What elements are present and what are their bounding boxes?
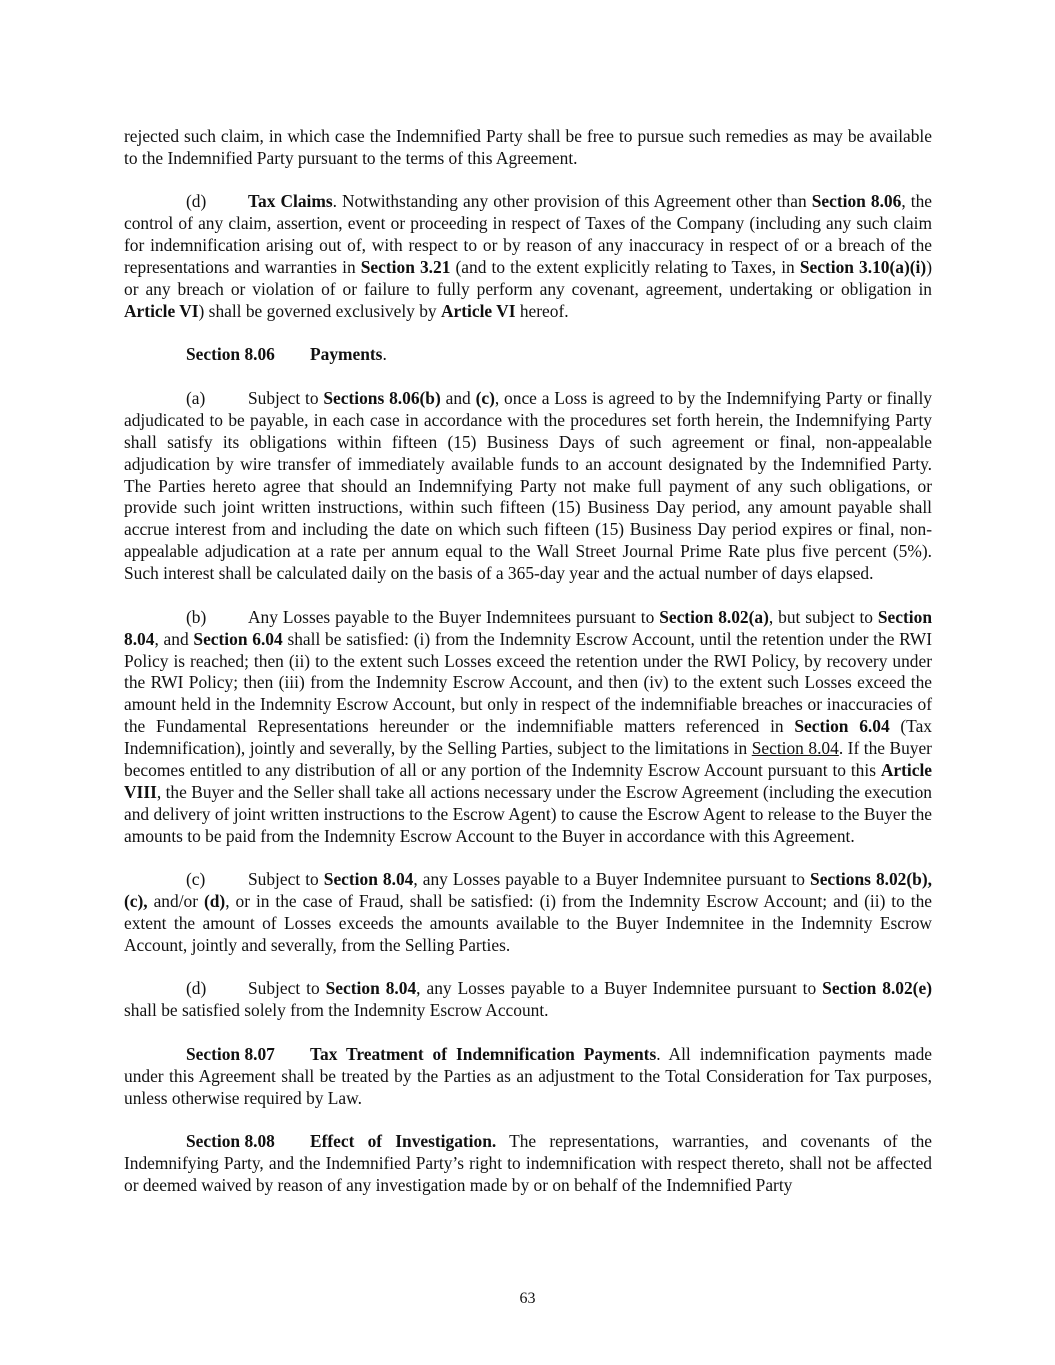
clause-label: (d) [186, 191, 207, 212]
section-reference: Section 8.02(a) [659, 606, 769, 627]
paragraph-payments-c: (c) Subject to Section 8.04, any Losses payable to a Buyer Indemnitee pursuant to Sections 8.02(b), (c), and/or (d), or in the case of Fraud, shall be satisfied: (i) from the Indemnity Escrow Account; and (ii) to the extent the amount of Losses exceeds the amounts available to the Buyer Indemnitee in the Indemnity Escrow Account, jointly and severally, from the Selling Parties. [124, 869, 933, 955]
section-reference: Section 6.04 [794, 716, 890, 737]
clause-label: (b) [186, 606, 207, 627]
section-title: Effect of Investigation. [310, 1131, 497, 1152]
section-reference: Section 8.04 [325, 978, 417, 999]
section-number: Section 8.06 [186, 344, 275, 365]
article-reference: Article VIII [124, 760, 932, 802]
clause-label: (c) [186, 869, 206, 890]
page-number: 63 [519, 1290, 536, 1307]
article-reference: Article VI [124, 300, 199, 321]
paragraph-payments-d: (d) Subject to Section 8.04, any Losses payable to a Buyer Indemnitee pursuant to Section 8.02(e) shall be satisfied solely from the Indemnity Escrow Account. [124, 978, 932, 1021]
clause-label: (a) [186, 387, 206, 408]
section-number: Section 8.07 [186, 1043, 275, 1064]
section-title: Tax Treatment of Indemnification Payments [310, 1043, 657, 1064]
paragraph-section-8-07: Section 8.07 Tax Treatment of Indemnification Payments. All indemnification payments made under this Agreement shall be treated by the Parties as an adjustment to the Total Consideration for Tax purposes, unless otherwise required by Law. [124, 1043, 933, 1108]
section-reference: Section 6.04 [193, 628, 283, 649]
section-reference: Section 8.04 [323, 869, 414, 890]
section-link[interactable]: Section 8.04 [751, 738, 839, 759]
paragraph-tax-claims: (d) Tax Claims. Notwithstanding any other provision of this Agreement other than Section 8.06, the control of any claim, assertion, event or proceeding in respect of Taxes of the Company (including any such claim for indemnification arising out of, with respect to or by reason of any inaccuracy in respect of or a breach of the representations and warranties in Section 3.21 (and to the extent explicitly relating to Taxes, in Section 3.10(a)(i)) or any breach or violation of or failure to fully perform any covenant, agreement, undertaking or obligation in Article VI) shall be governed exclusively by Article VI hereof. [124, 191, 932, 321]
section-reference: Section 8.06 [811, 191, 902, 212]
section-title: Payments [310, 344, 383, 365]
document-page [124, 126, 932, 1219]
paragraph-payments-b: (b) Any Losses payable to the Buyer Indemnitees pursuant to Section 8.02(a), but subject to Section 8.04, and Section 6.04 shall be satisfied: (i) from the Indemnity Escrow Account, until the retention under the RWI Policy is reached; then (ii) to the extent such Losses exceed the retention under the RWI Policy, by recovery under the RWI Policy; then (iii) from the Indemnity Escrow Account, and then (iv) to the extent such Losses exceed the amount held in the Indemnity Escrow Account, but only in respect of the indemnifiable breaches or inaccuracies of the Fundamental Representations hereunder or the indemnifiable matters referenced in Section 6.04 (Tax Indemnification), jointly and severally, by the Selling Parties, subject to the limitations in Section 8.04. If the Buyer becomes entitled to any distribution of all or any portion of the Indemnity Escrow Account pursuant to this Article VIII, the Buyer and the Seller shall take all actions necessary under the Escrow Agreement (including the execution and delivery of joint written instructions to the Escrow Agent) to cause the Escrow Agent to release to the Buyer the amounts to be paid from the Indemnity Escrow Account to the Buyer in accordance with this Agreement. [124, 606, 933, 846]
section-reference: (d) [203, 891, 226, 912]
section-reference: Section 3.21 [360, 257, 451, 278]
section-reference: Section 8.02(e) [822, 978, 932, 999]
clause-title: Tax Claims [248, 191, 333, 212]
section-reference: (c) [475, 387, 495, 408]
section-reference: Sections 8.02(b), (c), [124, 869, 932, 912]
paragraph-payments-a: (a) Subject to Sections 8.06(b) and (c), once a Loss is agreed to by the Indemnifying Party or finally adjudicated to be payable, in each case in accordance with the procedures set forth herein, the Indemnifying Party shall satisfy its obligations within fifteen (15) Business Days of such agreement or final, non-appealable adjudication by wire transfer of immediately available funds to an account designated by the Indemnified Party. The Parties hereto agree that should an Indemnifying Party not make full payment of any such obligations, or provide such joint written instructions, within such fifteen (15) Business Day period, any amount payable shall accrue interest from and including the date on which such fifteen (15) Business Day period expires or final, non-appealable adjudication at a rate per annum equal to the Wall Street Journal Prime Rate plus five percent (5%). Such interest shall be calculated daily on the basis of a 365-day year and the actual number of days elapsed. [124, 387, 933, 584]
paragraph-section-8-08: Section 8.08 Effect of Investigation. The representations, warranties, and covenants of the Indemnifying Party, and the Indemnified Party’s right to indemnification with respect thereto, shall not be affected or deemed waived by reason of any investigation made by or on behalf of the Indemnified Party [124, 1131, 932, 1195]
paragraph-continuation: rejected such claim, in which case the Indemnified Party shall be free to pursue such remedies as may be available to the Indemnified Party pursuant to the terms of this Agreement. [124, 126, 932, 168]
section-reference: Section 3.10(a)(i) [799, 257, 927, 278]
article-reference: Article VI [440, 300, 516, 321]
section-reference: Section 8.04 [124, 606, 932, 649]
section-reference: Sections 8.06(b) [323, 387, 441, 408]
section-number: Section 8.08 [186, 1131, 275, 1152]
clause-label: (d) [186, 978, 207, 999]
section-heading-8-06: Section 8.06 Payments. [186, 344, 387, 365]
